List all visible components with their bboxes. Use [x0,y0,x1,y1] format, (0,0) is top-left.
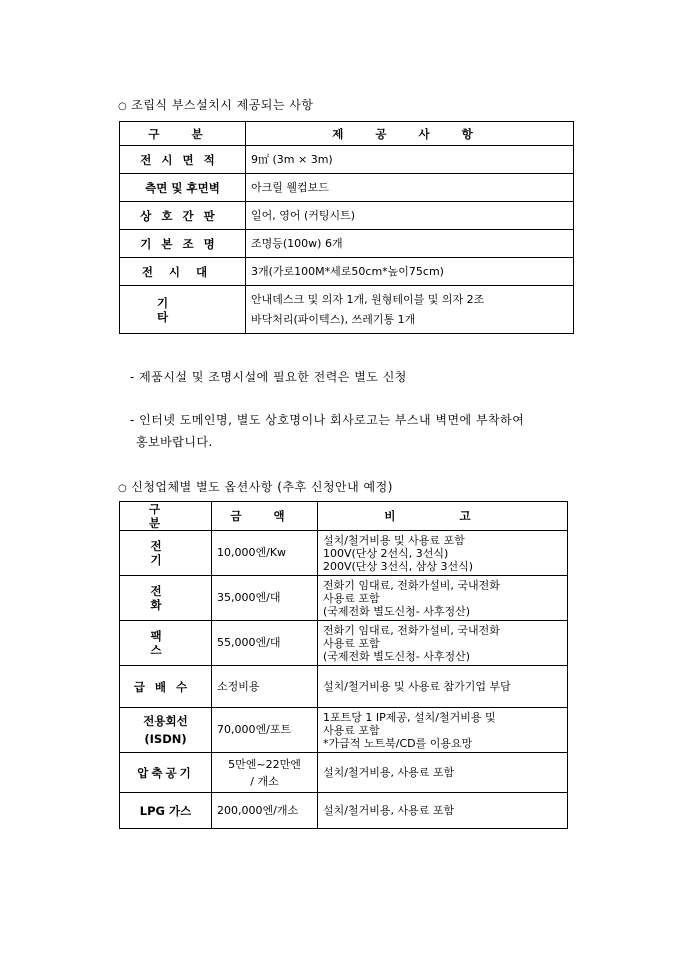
note-power: - 제품시설 및 조명시설에 필요한 전력은 별도 신청 [130,370,407,384]
row-category: 압축공기 [120,753,212,793]
table-row [120,258,574,286]
table-row [120,576,568,621]
note-branding: - 인터넷 도메인명, 별도 상호명이나 회사로고는 부스내 벽면에 부착하여 홍보바랍니다. [130,413,525,449]
circle-bullet-icon: ○ [118,483,128,494]
row-category: 전화 [120,576,212,621]
options-table [119,501,568,829]
header-price: 금 액 [212,502,318,531]
row-category: 측면 및 후면벽 [120,174,246,202]
row-category: 기본조명 [120,230,246,258]
booth-provision-table [119,121,574,334]
table-row [120,146,574,174]
table-header-row [120,502,568,531]
header-category: 구 분 [120,122,246,146]
circle-bullet-icon: ○ [118,101,128,112]
header-category: 구 분 [120,502,212,531]
row-remarks: 1포트당 1 IP제공, 설치/철거비용 및 사용료 포함 *가급적 노트북/CD를 이용요망 [318,708,568,753]
row-content: 조명등(100w) 6개 [246,230,574,258]
row-remarks: 설치/철거비용, 사용료 포함 [318,753,568,793]
table-row [120,708,568,753]
row-remarks: 설치/철거비용 및 사용료 포함 100V(단상 2선식, 3선식) 200V(단상 3선식, 삼상 3선식) [318,531,568,576]
row-price: 35,000엔/대 [212,576,318,621]
row-category: 전기 [120,531,212,576]
header-remarks: 비 고 [318,502,568,531]
table-row [120,531,568,576]
row-content: 아크릴 웰컴보드 [246,174,574,202]
row-remarks: 전화기 임대료, 전화가설비, 국내전화 사용료 포함 (국제전화 별도신청- 사후정산) [318,576,568,621]
row-category: 전용회선 (ISDN) [120,708,212,753]
row-price: 55,000엔/대 [212,621,318,666]
row-category: 급배수 [120,666,212,708]
row-category: 전시면적 [120,146,246,174]
row-remarks: 설치/철거비용 및 사용료 참가기업 부담 [318,666,568,708]
table-header-row [120,122,574,146]
table-row [120,286,574,334]
row-remarks: 전화기 임대료, 전화가설비, 국내전화 사용료 포함 (국제전화 별도신청- 사후정산) [318,621,568,666]
row-category: LPG 가스 [120,793,212,829]
header-provision: 제 공 사 항 [246,122,574,146]
section1-title: ○ 조립식 부스설치시 제공되는 사항 [118,98,314,112]
table-row [120,753,568,793]
row-content: 일어, 영어 (커팅시트) [246,202,574,230]
row-content: 9㎡ (3m × 3m) [246,146,574,174]
row-price: 10,000엔/Kw [212,531,318,576]
table-row [120,666,568,708]
row-content: 3개(가로100M*세로50cm*높이75cm) [246,258,574,286]
row-price: 200,000엔/개소 [212,793,318,829]
row-price: 소정비용 [212,666,318,708]
row-remarks: 설치/철거비용, 사용료 포함 [318,793,568,829]
row-category: 전시대 [120,258,246,286]
section2-title: ○ 신청업체별 별도 옵션사항 (추후 신청안내 예정) [118,480,393,494]
table-row [120,230,574,258]
row-price: 5만엔~22만엔 / 개소 [212,753,318,793]
row-price: 70,000엔/포트 [212,708,318,753]
row-category: 상호간판 [120,202,246,230]
table-row [120,174,574,202]
row-content: 안내데스크 및 의자 1개, 원형테이블 및 의자 2조 바닥처리(파이텍스), 쓰레기통 1개 [246,286,574,334]
row-category: 기타 [120,286,246,334]
table-row [120,793,568,829]
table-row [120,202,574,230]
row-category: 팩스 [120,621,212,666]
table-row [120,621,568,666]
